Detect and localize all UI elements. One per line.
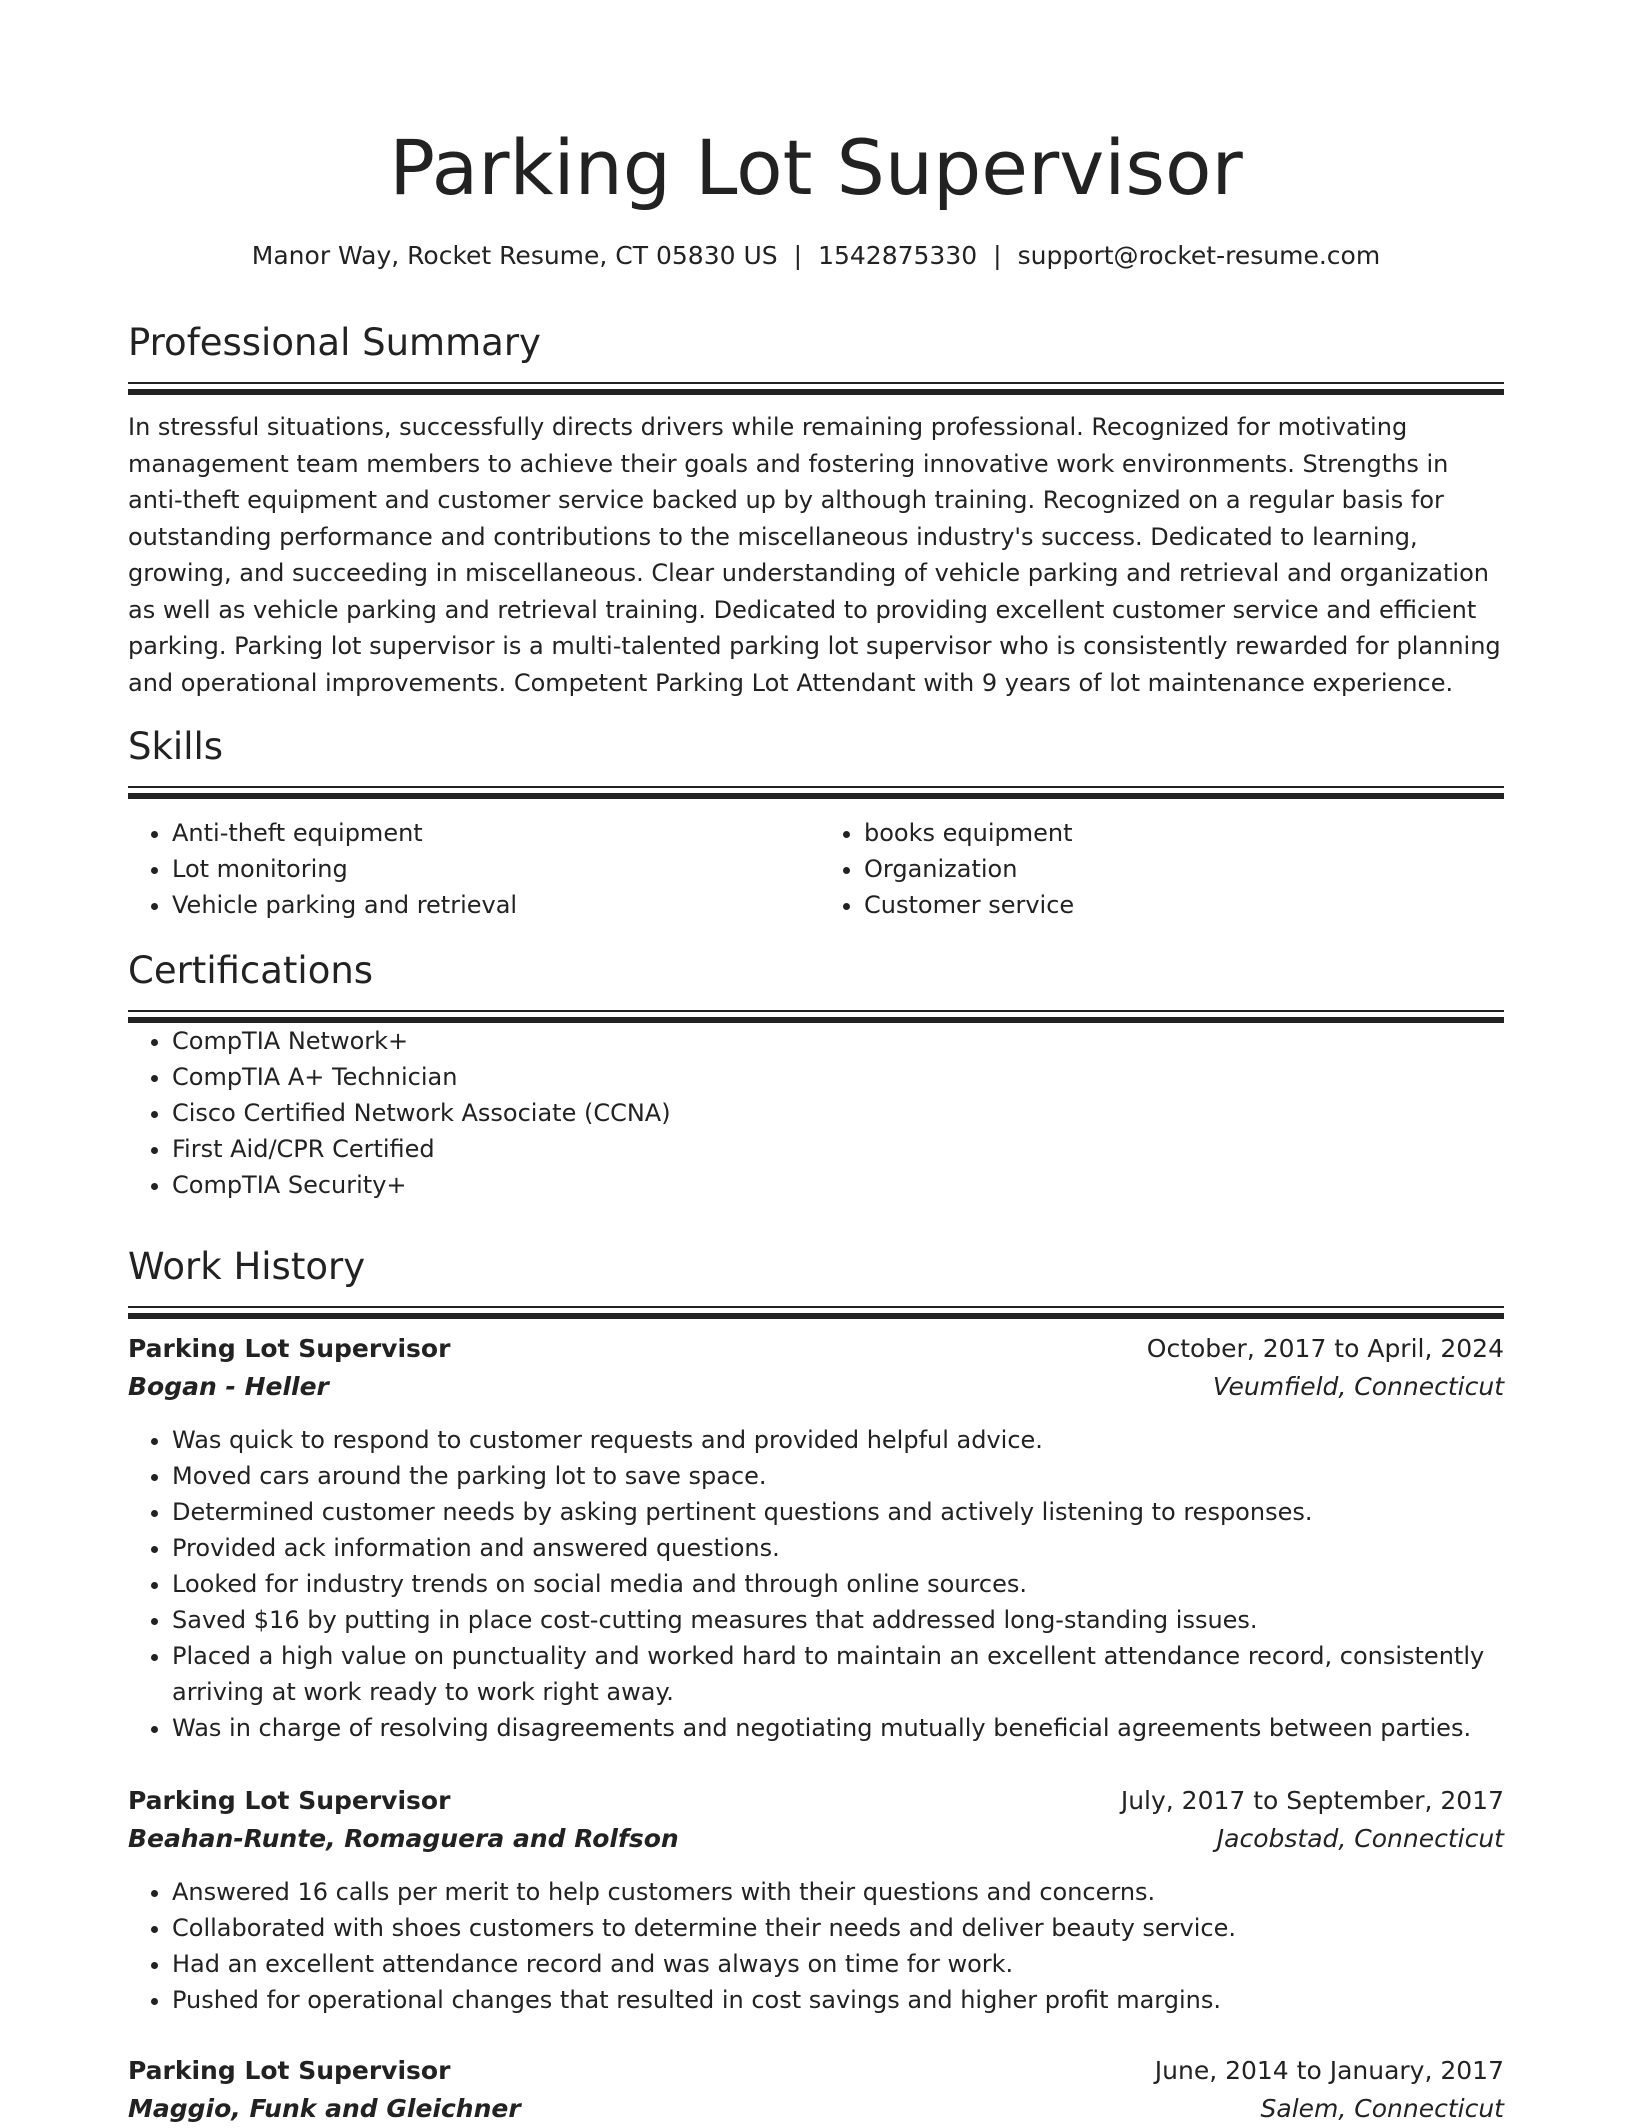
job-location: Salem, Connecticut [1260,2094,1504,2123]
job-dates: October, 2017 to April, 2024 [1146,1334,1504,1363]
section-divider [128,786,1504,788]
job-location: Jacobstad, Connecticut [1216,1824,1504,1853]
certification-item: • First Aid/CPR Certified [172,1131,1504,1167]
contact-address: Manor Way, Rocket Resume, CT 05830 US [251,241,778,270]
section-divider [128,1306,1504,1308]
job-title: Parking Lot Supervisor [128,1786,451,1815]
job-duty-item: • Provided ack information and answered questions. [172,1530,1504,1566]
contact-email: support@rocket-resume.com [1017,241,1381,270]
job-duty-item: • Looked for industry trends on social media and through online sources. [172,1566,1504,1602]
skill-item: • Customer service [864,887,1504,923]
job-company-row [128,2090,1504,2128]
section-divider-thick [128,389,1504,395]
skill-item: • Organization [864,851,1504,887]
work-history-heading: Work History [128,1245,366,1288]
job-entry [128,2052,1504,2128]
job-title: Parking Lot Supervisor [128,1334,451,1363]
job-duty-item: • Was in charge of resolving disagreements and negotiating mutually beneficial agreements between parties. [172,1710,1504,1746]
job-entry [128,1782,1504,2018]
skills-section [128,722,1504,923]
certification-item: • CompTIA Security+ [172,1167,1504,1203]
contact-separator: | [993,241,1002,270]
job-duty-item: • Collaborated with shoes customers to determine their needs and deliver beauty service. [172,1910,1504,1946]
job-company: Maggio, Funk and Gleichner [128,2094,521,2123]
job-duty-item: • Pushed for operational changes that resulted in cost savings and higher profit margins. [172,1982,1504,2018]
summary-section [128,318,1504,701]
resume-title: Parking Lot Supervisor [389,123,1243,212]
section-divider [128,382,1504,384]
job-location: Veumfield, Connecticut [1212,1372,1504,1401]
certifications-section [128,946,1504,1203]
job-header-row [128,1330,1504,1368]
skill-item: • Lot monitoring [172,851,816,887]
job-company-row [128,1820,1504,1858]
job-company: Bogan - Heller [128,1372,329,1401]
job-header-row [128,2052,1504,2090]
contact-separator: | [793,241,803,270]
job-title: Parking Lot Supervisor [128,2056,451,2085]
section-divider [128,1010,1504,1012]
job-duty-item: • Answered 16 calls per merit to help customers with their questions and concerns. [172,1874,1504,1910]
certifications-list [128,1023,1504,1203]
certifications-heading: Certifications [128,949,374,992]
contact-line [128,238,1504,274]
skills-columns [128,815,1504,923]
certification-item: • CompTIA A+ Technician [172,1059,1504,1095]
summary-text: In stressful situations, successfully directs drivers while remaining professional. Recognized for motivating management team members to achieve their goals and fostering innovative work environments. Strengths in anti-theft equipment and customer service backed up by although training. Recognized on a regular basis for outstanding performance and contributions to the miscellaneous industry's success. Dedicated to learning, growing, and succeeding in miscellaneous. Clear understanding of vehicle parking and retrieval and organization as well as vehicle parking and retrieval training. Dedicated to providing excellent customer service and efficient parking. Parking lot supervisor is a multi-talented parking lot supervisor who is consistently rewarded for planning and operational improvements. Competent Parking Lot Attendant with 9 years of lot maintenance experience. [128,413,1501,697]
job-entry [128,1330,1504,1746]
job-header-row [128,1782,1504,1820]
skills-column-left [128,815,816,923]
job-duty-item: • Moved cars around the parking lot to save space. [172,1458,1504,1494]
job-company-row [128,1368,1504,1406]
skill-item: • Anti-theft equipment [172,815,816,851]
job-duty-item: • Saved $16 by putting in place cost-cutting measures that addressed long-standing issues. [172,1602,1504,1638]
job-duty-item: • Had an excellent attendance record and was always on time for work. [172,1946,1504,1982]
summary-heading: Professional Summary [128,321,541,364]
job-duty-item: • Placed a high value on punctuality and worked hard to maintain an excellent attendance record, consistently arriving at work ready to work right away. [172,1638,1504,1710]
skill-item: • books equipment [864,815,1504,851]
section-divider-thick [128,793,1504,799]
certification-item: • Cisco Certified Network Associate (CCNA) [172,1095,1504,1131]
job-duty-item: • Was quick to respond to customer requests and provided helpful advice. [172,1422,1504,1458]
contact-phone: 1542875330 [818,241,978,270]
job-duties-list [128,1422,1504,1746]
job-duty-item: • Determined customer needs by asking pertinent questions and actively listening to responses. [172,1494,1504,1530]
skill-item: • Vehicle parking and retrieval [172,887,816,923]
section-divider-thick [128,1313,1504,1319]
certification-item: • CompTIA Network+ [172,1023,1504,1059]
work-history-section [128,1242,1504,1319]
skills-column-right [816,815,1504,923]
job-dates: July, 2017 to September, 2017 [1120,1786,1504,1815]
job-duties-list [128,1874,1504,2018]
job-dates: June, 2014 to January, 2017 [1154,2056,1504,2085]
skills-list-left [128,815,816,923]
skills-list-right [816,815,1504,923]
skills-heading: Skills [128,725,224,768]
job-company: Beahan-Runte, Romaguera and Rolfson [128,1824,679,1853]
